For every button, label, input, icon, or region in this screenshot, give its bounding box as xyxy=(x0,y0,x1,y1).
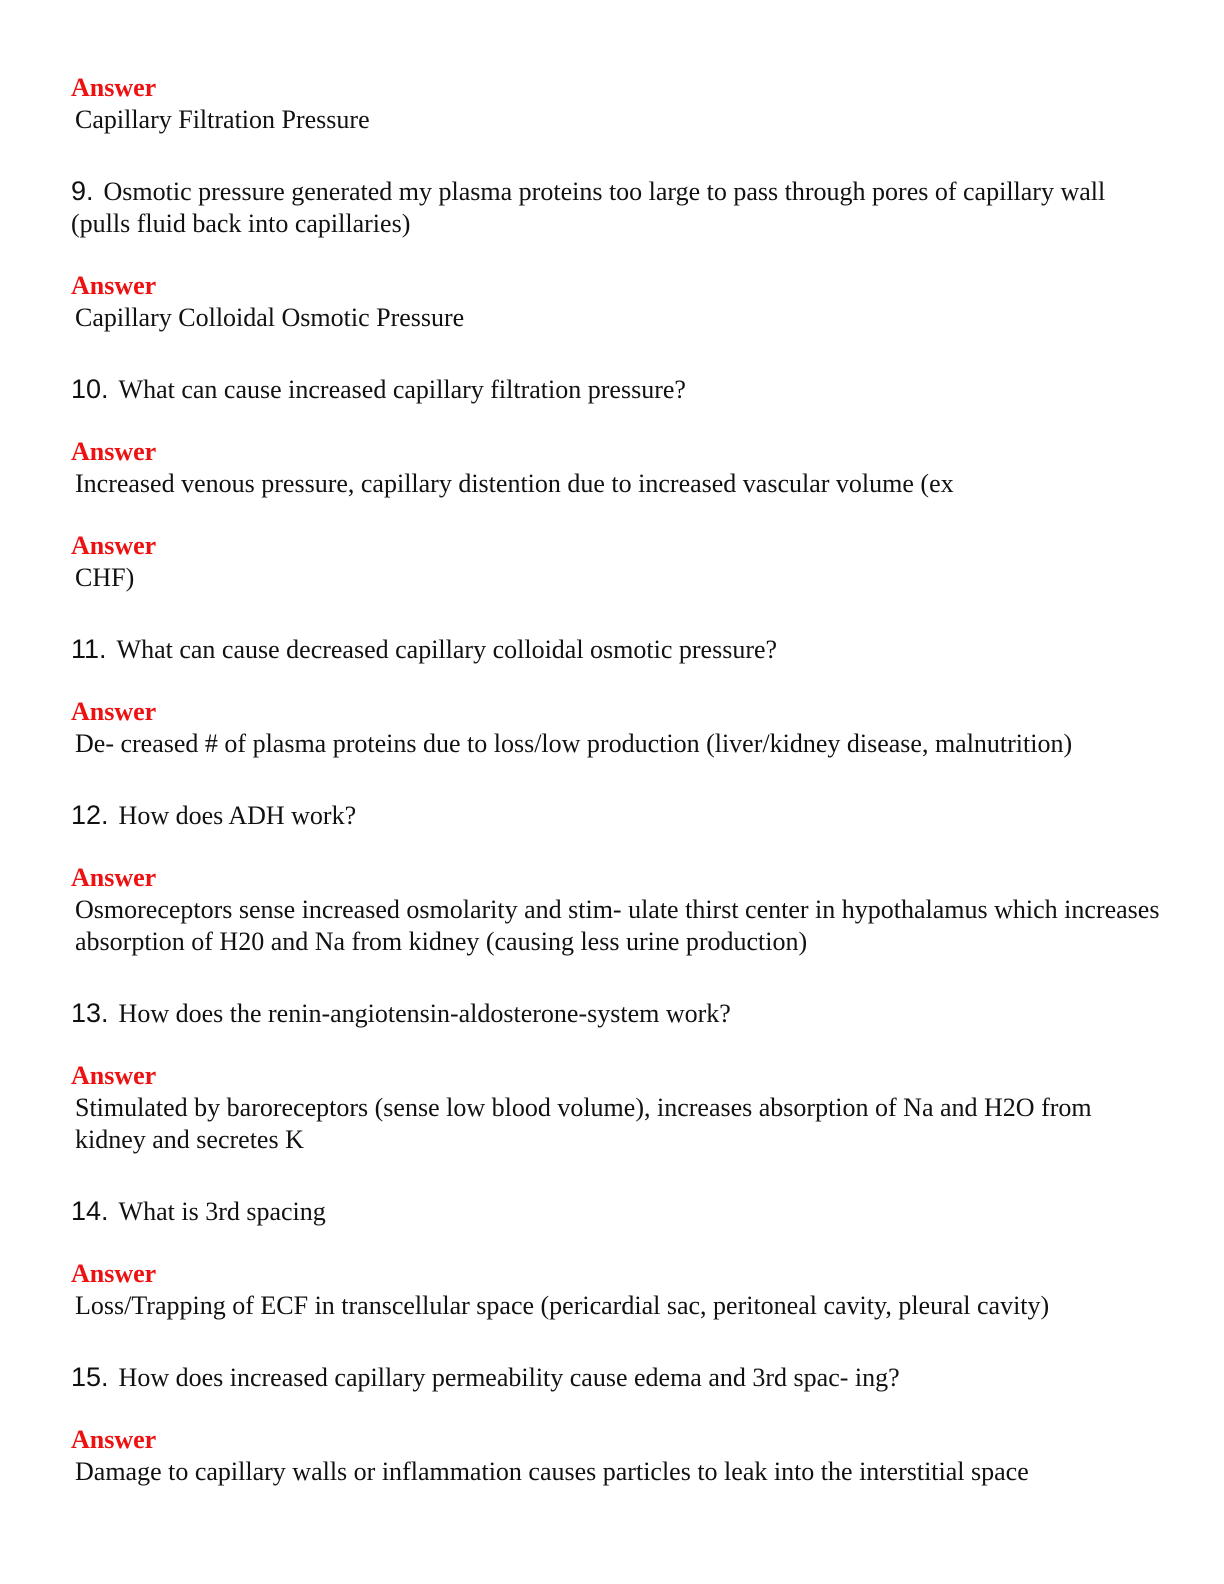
answer-block xyxy=(71,270,1161,334)
question-text: 9. Osmotic pressure generated my plasma proteins too large to pass through pores of capillary wall (pulls fluid back into capillaries) xyxy=(71,176,1106,238)
answer-text: De- creased # of plasma proteins due to loss/low production (liver/kidney disease, malnutrition) xyxy=(75,729,1073,758)
answer-text: Loss/Trapping of ECF in transcellular space (pericardial sac, peritoneal cavity, pleural cavity) xyxy=(75,1291,1050,1320)
answer-block xyxy=(71,530,1161,594)
answer-text: Stimulated by baroreceptors (sense low blood volume), increases absorption of Na and H2O from kidney and secretes K xyxy=(75,1093,1092,1154)
answer-text: Capillary Colloidal Osmotic Pressure xyxy=(75,303,465,332)
answer-block xyxy=(71,696,1161,760)
answer-label: Answer xyxy=(71,1259,157,1288)
answer-label: Answer xyxy=(71,697,157,726)
question-block xyxy=(71,1361,1161,1394)
answer-text: Osmoreceptors sense increased osmolarity and stim- ulate thirst center in hypothalamus which increases absorption of H20 and Na from kidney (causing less urine production) xyxy=(75,895,1160,956)
answer-block xyxy=(71,72,1161,136)
question-number: 10. xyxy=(71,374,109,404)
answer-block xyxy=(71,1424,1161,1488)
question-number: 12. xyxy=(71,800,109,830)
answer-text: Damage to capillary walls or inflammation causes particles to leak into the interstitial space xyxy=(75,1457,1029,1486)
question-text: 12. How does ADH work? xyxy=(71,800,357,830)
answer-label: Answer xyxy=(71,1061,157,1090)
question-number: 13. xyxy=(71,998,109,1028)
answer-text: Increased venous pressure, capillary distention due to increased vascular volume (ex xyxy=(75,469,954,498)
answer-label: Answer xyxy=(71,863,157,892)
question-number: 15. xyxy=(71,1362,109,1392)
question-text: 14. What is 3rd spacing xyxy=(71,1196,326,1226)
question-block xyxy=(71,175,1161,240)
answer-text: CHF) xyxy=(75,563,135,592)
answer-block xyxy=(71,862,1161,958)
question-text: 13. How does the renin-angiotensin-aldosterone-system work? xyxy=(71,998,731,1028)
question-text: 15. How does increased capillary permeability cause edema and 3rd spac- ing? xyxy=(71,1362,900,1392)
question-block xyxy=(71,633,1161,666)
answer-label: Answer xyxy=(71,1425,157,1454)
answer-label: Answer xyxy=(71,73,157,102)
answer-text: Capillary Filtration Pressure xyxy=(75,105,370,134)
answer-block xyxy=(71,436,1161,500)
document-page xyxy=(71,72,1161,1488)
question-text: 11. What can cause decreased capillary colloidal osmotic pressure? xyxy=(71,634,778,664)
answer-label: Answer xyxy=(71,531,157,560)
question-block xyxy=(71,799,1161,832)
answer-label: Answer xyxy=(71,271,157,300)
question-block xyxy=(71,373,1161,406)
question-number: 14. xyxy=(71,1196,109,1226)
question-number: 9. xyxy=(71,176,94,206)
question-text: 10. What can cause increased capillary filtration pressure? xyxy=(71,374,686,404)
answer-block xyxy=(71,1060,1161,1156)
answer-block xyxy=(71,1258,1161,1322)
answer-label: Answer xyxy=(71,437,157,466)
question-block xyxy=(71,997,1161,1030)
question-block xyxy=(71,1195,1161,1228)
question-number: 11. xyxy=(71,634,107,664)
